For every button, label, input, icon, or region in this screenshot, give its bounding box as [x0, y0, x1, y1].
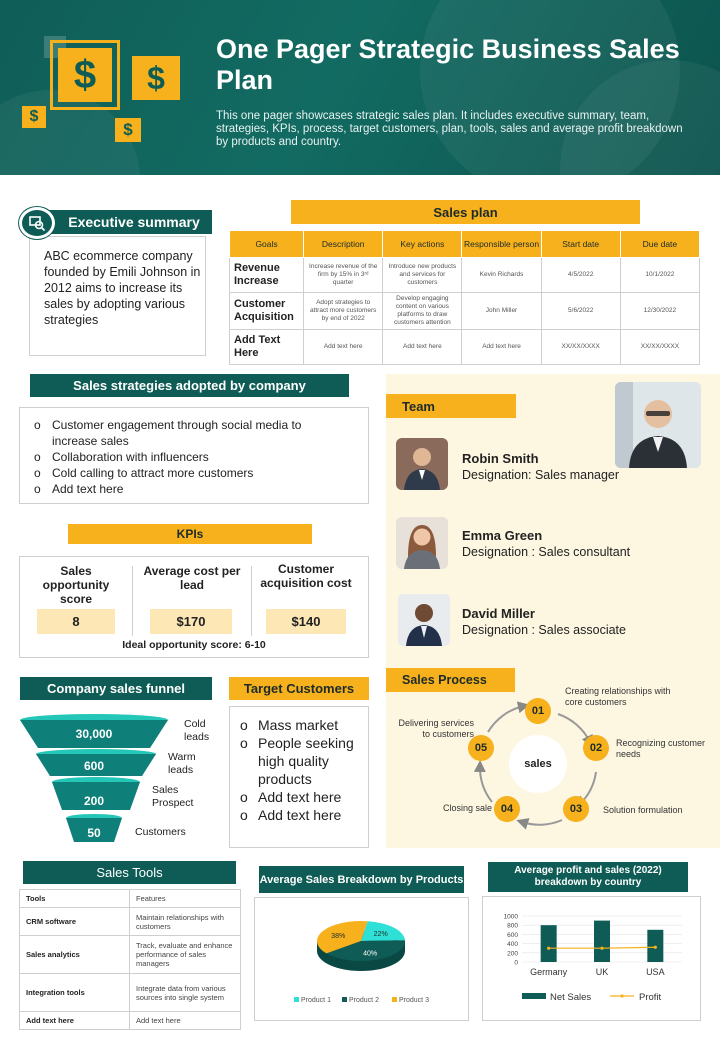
col-due-date: Due date: [620, 231, 699, 258]
pie-chart: [254, 897, 469, 1021]
sales-tools-table: [19, 889, 241, 1030]
funnel-title: Company sales funnel: [20, 677, 212, 700]
cell: Add Text Here: [230, 330, 304, 365]
table-row: [20, 1012, 241, 1030]
sales-tools-title: Sales Tools: [23, 861, 236, 884]
member-name: Emma Green: [462, 528, 543, 543]
pie-data-label: 40%: [363, 950, 378, 958]
lead-photo: [615, 382, 701, 468]
pie-data-label: 38%: [331, 932, 346, 940]
cell: Kevin Richards: [462, 258, 541, 293]
cell: Features: [130, 890, 241, 908]
avatar: [396, 438, 448, 490]
page-title: One Pager Strategic Business Sales Plan: [216, 34, 680, 95]
kpi-value: $140: [266, 609, 346, 634]
cell: 12/30/2022: [620, 293, 699, 330]
dollar-icon: $: [22, 106, 46, 128]
profit-point: [547, 947, 550, 950]
list-item: o Cold calling to attract more customers: [30, 465, 350, 481]
cell: Increase revenue of the firm by 15% in 3ʳᵈ quarter: [304, 258, 383, 293]
team-title: Team: [386, 394, 516, 418]
table-row: [230, 330, 700, 365]
pie-chart-title: Average Sales Breakdown by Products: [259, 866, 464, 893]
bar-net-sales: [594, 921, 610, 962]
table-row: [230, 258, 700, 293]
cell: Sales analytics: [20, 936, 130, 974]
table-row: [230, 293, 700, 330]
cell: 4/5/2022: [541, 258, 620, 293]
cell: Integration tools: [20, 974, 130, 1012]
process-step: 01: [525, 698, 551, 724]
cell: John Miller: [462, 293, 541, 330]
legend-label: Product 2: [349, 997, 379, 1004]
y-tick-label: 400: [507, 941, 518, 949]
strategies-title: Sales strategies adopted by company: [30, 374, 349, 397]
cell: Add text here: [130, 1012, 241, 1030]
table-row: [20, 890, 241, 908]
list-item: o Add text here: [236, 788, 366, 806]
process-step: 03: [563, 796, 589, 822]
legend-label: Net Sales: [550, 992, 592, 1003]
legend-label: Product 1: [301, 997, 331, 1004]
list-item: o Mass market: [236, 716, 366, 734]
cell: Maintain relationships with customers: [130, 908, 241, 936]
kpi-label: Sales opportunity score: [42, 564, 110, 606]
member-name: David Miller: [462, 606, 535, 621]
funnel-label: Cold leads: [184, 718, 210, 743]
cell: Adopt strategies to attract more customers by end of 2022: [304, 293, 383, 330]
cell: Customer Acquisition: [230, 293, 304, 330]
pie-data-label: 22%: [373, 931, 388, 939]
cell: Develop engaging content on various platforms to draw customers attention: [383, 293, 462, 330]
executive-summary-title: Executive summary: [40, 210, 212, 234]
cell: Tools: [20, 890, 130, 908]
kpis-title: KPIs: [68, 524, 312, 544]
kpi-note: Ideal opportunity score: 6-10: [122, 639, 266, 651]
col-responsible: Responsible person: [462, 231, 541, 258]
col-start-date: Start date: [541, 231, 620, 258]
col-description: Description: [304, 231, 383, 258]
cell: CRM software: [20, 908, 130, 936]
cell: XX/XX/XXXX: [620, 330, 699, 365]
cell: Track, evaluate and enhance performance of sales managers: [130, 936, 241, 974]
cell: Introduce new products and services for customers: [383, 258, 462, 293]
list-item: o Add text here: [30, 481, 350, 497]
process-step: 04: [494, 796, 520, 822]
bar-chart-title: Average profit and sales (2022) breakdown by country: [488, 862, 688, 892]
x-tick-label: Germany: [530, 967, 568, 977]
cell: 5/6/2022: [541, 293, 620, 330]
legend-swatch: [620, 994, 623, 997]
col-key-actions: Key actions: [383, 231, 462, 258]
executive-summary-text: ABC ecommerce company founded by Emili Johnson in 2012 aims to increase its sales by adopting various strategies: [44, 249, 201, 327]
sales-plan-title: Sales plan: [291, 200, 640, 224]
process-step-label: Delivering services to customers: [398, 718, 474, 739]
cell: Integrate data from various sources into single system: [130, 974, 241, 1012]
legend-swatch: [342, 997, 347, 1002]
dollar-icon: $: [132, 56, 180, 100]
funnel-value: 600: [83, 759, 105, 773]
cell: Add text here: [383, 330, 462, 365]
strategies-list: [30, 417, 350, 497]
table-row: [20, 908, 241, 936]
process-step: 05: [468, 735, 494, 761]
funnel-value: 200: [83, 794, 105, 808]
col-goals: Goals: [230, 231, 304, 258]
funnel-label: Customers: [135, 826, 186, 838]
table-row: [20, 936, 241, 974]
profit-point: [654, 946, 657, 949]
y-tick-label: 800: [507, 922, 518, 930]
funnel-label: Sales Prospect: [152, 784, 194, 809]
legend-swatch: [294, 997, 299, 1002]
process-step-label: Solution formulation: [603, 805, 683, 815]
cell: XX/XX/XXXX: [541, 330, 620, 365]
y-tick-label: 1000: [503, 913, 518, 921]
sales-process-title: Sales Process: [386, 668, 515, 692]
list-item: o Add text here: [236, 806, 366, 824]
x-tick-label: USA: [646, 967, 665, 977]
process-step: 02: [583, 735, 609, 761]
cell: Add text here: [20, 1012, 130, 1030]
process-center: sales: [509, 735, 567, 793]
funnel-value: 30,000: [75, 727, 113, 741]
y-tick-label: 200: [507, 950, 518, 958]
list-item: o Collaboration with influencers: [30, 449, 350, 465]
kpi-label: Average cost per lead: [143, 564, 241, 592]
kpi-divider: [251, 566, 252, 636]
bar-chart: [482, 896, 701, 1021]
process-step-label: Creating relationships with core customers: [565, 686, 671, 707]
table-row: [20, 974, 241, 1012]
cell: Add text here: [304, 330, 383, 365]
kpi-divider: [132, 566, 133, 636]
dollar-icon: $: [115, 118, 141, 142]
profit-point: [600, 947, 603, 950]
target-customers-list: [236, 716, 366, 824]
legend-swatch: [392, 997, 397, 1002]
dollar-icon: $: [58, 48, 112, 102]
kpi-value: $170: [150, 609, 232, 634]
process-step-label: Closing sale: [442, 803, 492, 813]
y-tick-label: 0: [514, 959, 518, 967]
process-step-label: Recognizing customer needs: [616, 738, 706, 759]
target-customers-title: Target Customers: [229, 677, 369, 700]
member-designation: Designation: Sales manager: [462, 468, 620, 482]
bar-net-sales: [541, 925, 557, 962]
list-item: o Customer engagement through social media to increase sales: [30, 417, 350, 449]
list-item: o People seeking high quality products: [236, 734, 366, 788]
y-tick-label: 600: [507, 931, 518, 939]
page-subtitle: This one pager showcases strategic sales plan. It includes executive summary, team, strategies, KPIs, process, target customers, plan, tools, sales and average profit breakdown by products and country.: [216, 110, 683, 148]
member-designation: Designation : Sales consultant: [462, 545, 631, 559]
legend-label: Profit: [639, 992, 662, 1003]
funnel-label: Warm leads: [168, 751, 196, 776]
cell: 10/1/2022: [620, 258, 699, 293]
cell: Revenue Increase: [230, 258, 304, 293]
kpi-label: Customer acquisition cost: [260, 562, 352, 590]
member-name: Robin Smith: [462, 451, 539, 466]
funnel-value: 50: [87, 826, 101, 840]
member-designation: Designation : Sales associate: [462, 623, 626, 637]
magnifier-icon: [19, 207, 55, 239]
kpi-value: 8: [37, 609, 115, 634]
avatar: [396, 517, 448, 569]
legend-swatch: [522, 993, 546, 999]
avatar: [398, 594, 450, 646]
sales-plan-table: [229, 230, 700, 365]
cell: Add text here: [462, 330, 541, 365]
legend-label: Product 3: [399, 997, 429, 1004]
x-tick-label: UK: [595, 967, 609, 977]
